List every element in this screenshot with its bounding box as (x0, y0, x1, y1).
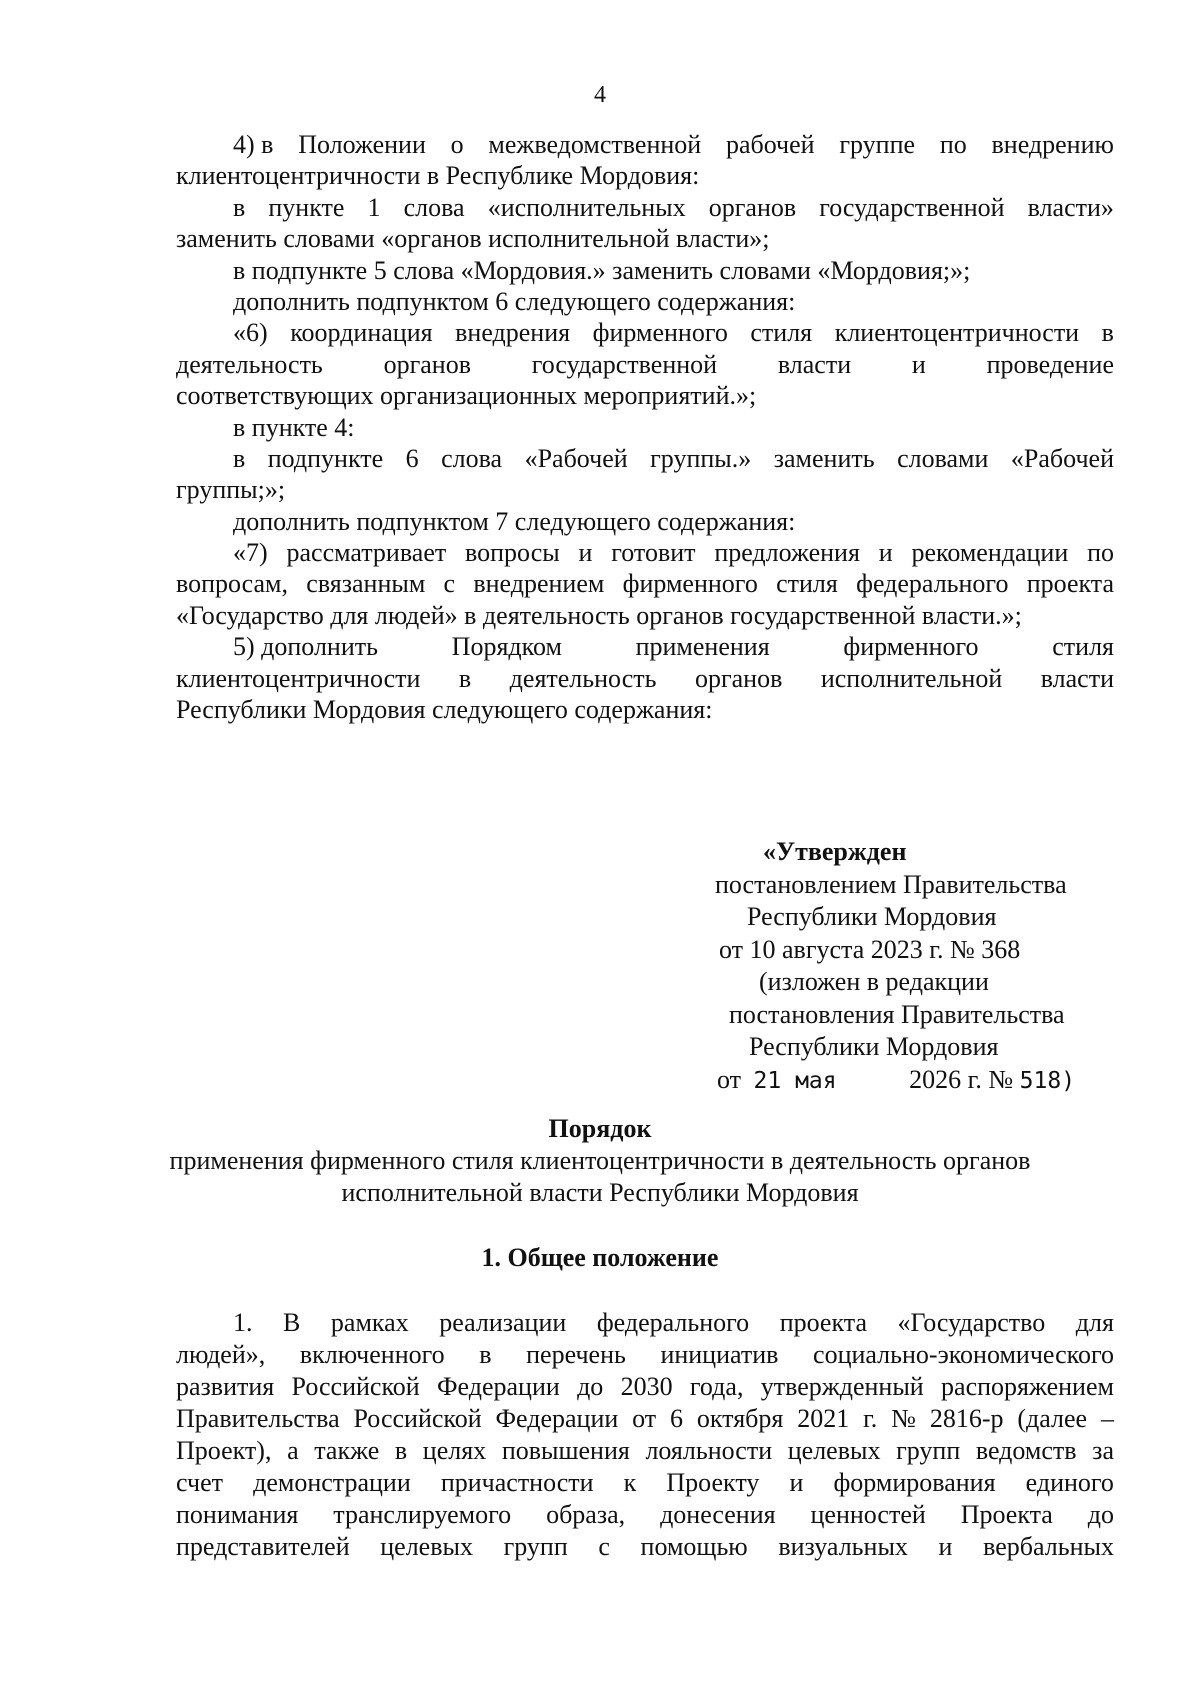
word: готовит (611, 538, 696, 568)
word: Проекту (666, 1468, 760, 1497)
word: причастности (440, 1468, 594, 1497)
text-line: в подпункте 5 слова «Мордовия.» заменить словами «Мордовия;»; (233, 255, 971, 285)
text-line: дополнить подпунктом 7 следующего содержания: (233, 506, 796, 536)
approval-block (715, 836, 1145, 1097)
word: органов (708, 192, 797, 222)
word: внедрения (455, 318, 571, 348)
word: (далее (1017, 1404, 1088, 1433)
word: образа, (546, 1500, 626, 1529)
word: Порядком (451, 632, 562, 662)
word: с (443, 569, 456, 599)
word: повышения (501, 1436, 630, 1465)
word: а (287, 1436, 299, 1465)
word: демонстрации (253, 1468, 411, 1497)
text-line (176, 1435, 1114, 1467)
word: 2030 (620, 1372, 673, 1401)
word: проведение (986, 349, 1114, 379)
word: клиентоцентричности (834, 318, 1080, 348)
word: перечень (526, 1340, 626, 1369)
word: помощью (640, 1532, 748, 1561)
approval-line: постановления Правительства (729, 999, 1065, 1029)
page-number: 4 (594, 82, 606, 108)
text-line (176, 129, 1114, 160)
text-line (176, 1467, 1114, 1499)
word: 1 (367, 192, 381, 222)
word: формирования (833, 1468, 996, 1497)
text-line (176, 1339, 1114, 1371)
approval-date-line (715, 1064, 1145, 1098)
word: также (314, 1436, 380, 1465)
word: Федерации (436, 1372, 560, 1401)
word: счет (176, 1468, 223, 1497)
word: 1. (233, 1308, 253, 1337)
word: координация (290, 318, 433, 348)
text-line (176, 349, 1114, 380)
text-line (176, 663, 1114, 694)
word: органов (694, 663, 783, 693)
text-line: дополнить подпунктом 6 следующего содержания: (233, 286, 796, 316)
word: по (939, 130, 967, 159)
word: клиентоцентричности (176, 663, 421, 693)
word: донесения (660, 1500, 776, 1529)
word: целевых (380, 1532, 473, 1561)
word: фирменного (622, 569, 758, 599)
word: 2816-р (929, 1404, 1004, 1433)
word: группы.» (650, 443, 752, 473)
word: проекта (779, 1308, 867, 1337)
text-line (176, 1499, 1114, 1531)
word: единого (1025, 1468, 1114, 1497)
word: 6 (670, 1404, 684, 1433)
word: до (1087, 1500, 1114, 1529)
word: Правительства (176, 1404, 340, 1433)
word: и (911, 349, 926, 379)
word: федерального (856, 569, 1009, 599)
word: «7) (233, 538, 268, 568)
text-line (176, 631, 1114, 662)
word: деятельность (509, 663, 657, 693)
word: Проект), (176, 1436, 272, 1465)
word: понимания (176, 1500, 299, 1529)
word: представителей (176, 1532, 350, 1561)
approval-line: Республики Мордовия (747, 902, 997, 931)
word: рассматривает (286, 538, 447, 568)
word: распоряжением (941, 1372, 1114, 1401)
word: в (1101, 318, 1114, 348)
word: вопросам, (176, 569, 289, 599)
word: заменить (773, 443, 875, 473)
word: внедрением (473, 569, 605, 599)
text-line (176, 537, 1114, 568)
word: Проекта (960, 1500, 1053, 1529)
text-line (176, 317, 1114, 348)
text-line (176, 192, 1114, 223)
word: стиля (1052, 632, 1114, 662)
word: 4) в (233, 130, 274, 159)
word: рекомендации (911, 538, 1069, 568)
word: целях (422, 1436, 487, 1465)
word: органов (383, 349, 471, 379)
word: пункте (268, 192, 345, 222)
word: № (891, 1404, 916, 1433)
word: за (1092, 1436, 1114, 1465)
text-line (176, 568, 1114, 599)
word: от (632, 1404, 657, 1433)
word: государственной (819, 192, 1005, 222)
word: Российской (291, 1372, 420, 1401)
word: и (878, 538, 893, 568)
word: к (623, 1468, 637, 1497)
text-line: клиентоцентричности в Республике Мордовия: (176, 161, 700, 191)
word: группе (839, 130, 916, 159)
word: октября (696, 1404, 784, 1433)
word: о (450, 130, 464, 159)
text-line (176, 1371, 1114, 1403)
amendments-block (176, 129, 1114, 725)
approval-line: от 10 августа 2023 г. № 368 (719, 934, 1021, 964)
word: для (1075, 1308, 1114, 1337)
word: «Рабочей (1010, 443, 1114, 473)
word: реализации (439, 1308, 567, 1337)
approval-date-year: 2026 г. № (909, 1064, 1014, 1094)
word: рамках (330, 1308, 409, 1337)
word: стиля (750, 318, 813, 348)
word: власти» (1027, 192, 1114, 222)
word: «Государство (897, 1308, 1046, 1337)
order-subtitle-line: исполнительной власти Республики Мордовия (341, 1178, 859, 1207)
approval-date-day-month: 21 мая (753, 1067, 837, 1094)
word: слова (403, 192, 465, 222)
text-line: «Государство для людей» в деятельность органов государственной власти.»; (176, 600, 1022, 630)
word: включенного (299, 1340, 445, 1369)
word: Российской (353, 1404, 482, 1433)
word: вербальных (983, 1532, 1114, 1561)
word: «6) (233, 318, 268, 348)
word: – (1100, 1404, 1114, 1433)
word: слова (441, 443, 503, 473)
approval-line: (изложен в редакции (759, 967, 989, 996)
word: инициатив (660, 1340, 779, 1369)
approval-date-prefix: от (717, 1064, 742, 1094)
word: В (283, 1308, 301, 1337)
word: транслируемого (333, 1500, 512, 1529)
word: Положении (298, 130, 426, 159)
section-heading: 1. Общее положение (481, 1243, 719, 1272)
text-line: группы;»; (176, 475, 286, 505)
word: 6 (405, 443, 419, 473)
word: вопросы (465, 538, 560, 568)
word: развития (176, 1372, 275, 1401)
word: с (598, 1532, 610, 1561)
word: лояльности (645, 1436, 773, 1465)
text-line: в пункте 4: (233, 412, 355, 442)
word: ведомств (975, 1436, 1077, 1465)
word: межведомственной (488, 130, 702, 159)
word: фирменного (592, 318, 728, 348)
word: 2021 (797, 1404, 850, 1433)
word: групп (896, 1436, 961, 1465)
word: и (938, 1532, 953, 1561)
word: г. (863, 1404, 878, 1433)
word: и (578, 538, 593, 568)
word: словами (897, 443, 989, 473)
approval-number: 518) (1019, 1067, 1076, 1094)
approval-line: постановлением Правительства (715, 869, 1067, 899)
word: проекта (1026, 569, 1114, 599)
word: утвержденный (760, 1372, 924, 1401)
word: групп (503, 1532, 568, 1561)
word: «Рабочей (524, 443, 628, 473)
word: исполнительной (820, 663, 1003, 693)
word: и (789, 1468, 804, 1497)
word: 5) дополнить (233, 632, 378, 662)
word: в (479, 1340, 492, 1369)
approval-heading: «Утвержден (763, 837, 907, 866)
word: людей», (176, 1340, 266, 1369)
text-line (176, 1531, 1114, 1563)
order-subtitle-line: применения фирменного стиля клиентоцентричности в деятельность органов (169, 1146, 1031, 1175)
word: деятельность (176, 349, 323, 379)
word: целевых (787, 1436, 881, 1465)
word: года, (689, 1372, 744, 1401)
word: государственной (531, 349, 718, 379)
order-heading: Порядок (548, 1114, 652, 1143)
word: связанным (306, 569, 426, 599)
word: внедрению (991, 130, 1114, 159)
word: федерального (596, 1308, 750, 1337)
word: по (1087, 538, 1114, 568)
word: подпункте (267, 443, 384, 473)
word: Федерации (495, 1404, 619, 1433)
word: в (233, 192, 246, 222)
word: фирменного (843, 632, 979, 662)
approval-line: Республики Мордовия (749, 1032, 999, 1061)
word: «исполнительных (487, 192, 686, 222)
section1-paragraph (176, 1307, 1114, 1563)
word: в (458, 663, 472, 693)
word: социально-экономического (813, 1340, 1114, 1369)
text-line: заменить словами «органов исполнительной власти»; (176, 224, 770, 254)
text-line (176, 443, 1114, 474)
word: предложения (714, 538, 860, 568)
word: визуальных (778, 1532, 908, 1561)
word: до (577, 1372, 604, 1401)
word: стиля (776, 569, 838, 599)
word: рабочей (725, 130, 815, 159)
text-line (176, 1403, 1114, 1435)
word: власти (777, 349, 852, 379)
word: применения (635, 632, 770, 662)
text-line (176, 1307, 1114, 1339)
text-line: Республики Мордовия следующего содержания: (176, 695, 713, 725)
word: ценностей (810, 1500, 926, 1529)
word: в (394, 1436, 408, 1465)
word: в (233, 443, 246, 473)
word: власти (1040, 663, 1114, 693)
text-line: соответствующих организационных мероприятий.»; (176, 381, 757, 411)
